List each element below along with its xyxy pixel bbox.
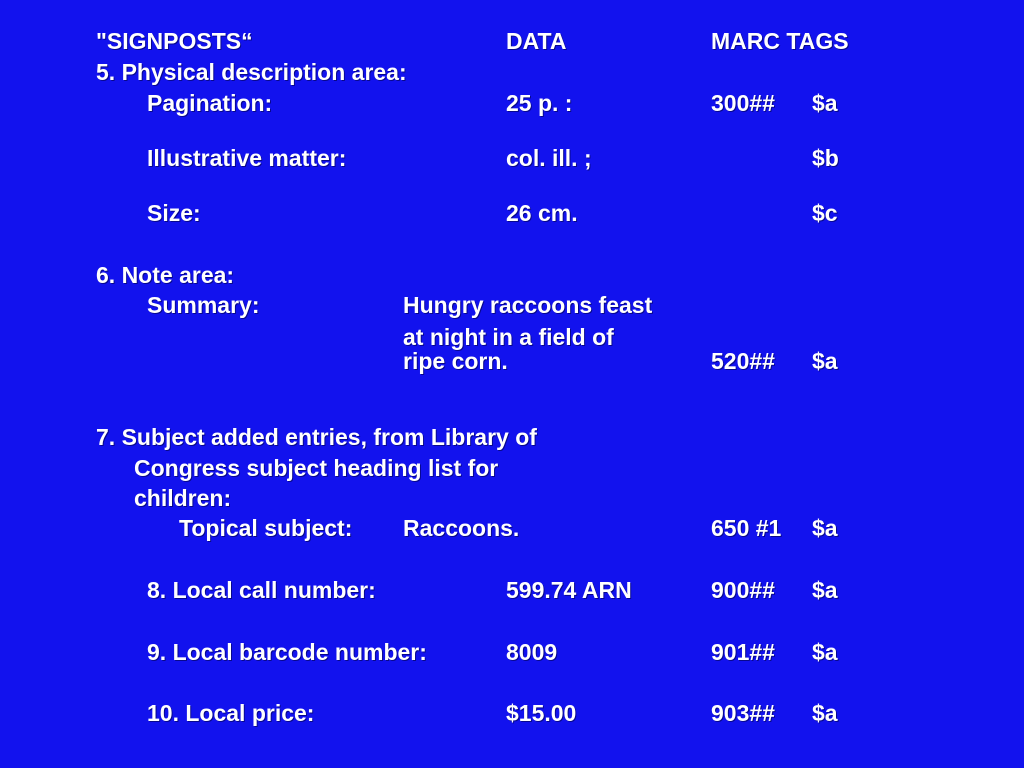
topical-subject-tag: 650 #1 [711,515,782,541]
pagination-label: Pagination: [147,90,273,116]
header-marc-tags: MARC TAGS [711,28,849,54]
local-call-number-tag: 900## [711,577,775,603]
size-subfield: $c [812,200,838,226]
header-signposts: "SIGNPOSTS“ [96,28,253,54]
local-call-number-data: 599.74 ARN [506,577,632,603]
local-call-number-subfield: $a [812,577,838,603]
topical-subject-subfield: $a [812,515,838,541]
illustrative-matter-subfield: $b [812,145,839,171]
physical-description-heading: 5. Physical description area: [96,59,407,85]
summary-subfield: $a [812,348,838,374]
local-price-tag: 903## [711,700,775,726]
subject-heading-line-3: children: [134,485,232,511]
local-barcode-label: 9. Local barcode number: [147,639,427,665]
subject-heading-line-1: 7. Subject added entries, from Library of [96,424,537,450]
local-price-label: 10. Local price: [147,700,315,726]
illustrative-matter-label: Illustrative matter: [147,145,347,171]
local-price-subfield: $a [812,700,838,726]
note-area-heading: 6. Note area: [96,262,235,288]
local-barcode-data: 8009 [506,639,558,665]
subject-heading-line-2: Congress subject heading list for [134,455,499,481]
illustrative-matter-data: col. ill. ; [506,145,592,171]
size-label: Size: [147,200,201,226]
size-data: 26 cm. [506,200,578,226]
header-data: DATA [506,28,567,54]
summary-line-3: ripe corn. [403,348,508,374]
local-barcode-subfield: $a [812,639,838,665]
summary-line-1: Hungry raccoons feast [403,292,653,318]
topical-subject-label: Topical subject: [179,515,353,541]
pagination-tag: 300## [711,90,775,116]
summary-tag: 520## [711,348,775,374]
pagination-data: 25 p. : [506,90,573,116]
local-call-number-label: 8. Local call number: [147,577,376,603]
pagination-subfield: $a [812,90,838,116]
local-price-data: $15.00 [506,700,577,726]
topical-subject-data: Raccoons. [403,515,520,541]
local-barcode-tag: 901## [711,639,775,665]
summary-label: Summary: [147,292,260,318]
summary-line-2: at night in a field of [403,324,614,350]
